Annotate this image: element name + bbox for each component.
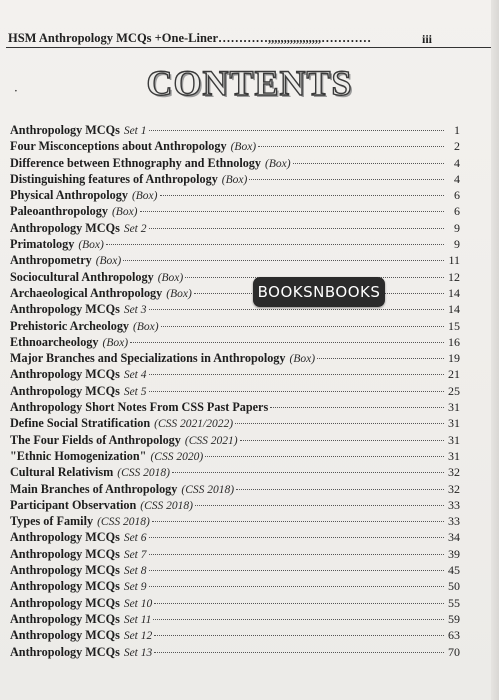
toc-entry-tag: Set 10: [123, 597, 153, 610]
toc-entry-tag: (Box): [157, 271, 184, 284]
toc-entry: [10, 448, 460, 464]
dot-leader: [149, 228, 445, 229]
toc-entry: [10, 187, 460, 203]
toc-entry-page: 50: [448, 579, 460, 594]
toc-entry: [10, 334, 460, 350]
dot-leader: [130, 342, 444, 343]
toc-entry-title: Anthropology MCQs: [10, 644, 120, 659]
dot-leader: [153, 619, 444, 620]
toc-entry-tag: (Box): [78, 239, 104, 252]
toc-entry-tag: (Box): [133, 320, 159, 333]
toc-entry-title: Physical Anthropology: [10, 188, 128, 203]
toc-entry-page: 31: [448, 416, 460, 431]
toc-entry: [10, 318, 460, 334]
toc-entry-title: Anthropology MCQs: [10, 123, 120, 137]
toc-entry-title: Anthropology MCQs: [10, 546, 120, 561]
dot-leader: [317, 358, 444, 359]
toc-entry-tag: Set 4: [123, 369, 147, 382]
toc-entry: [10, 546, 460, 562]
toc-entry-page: 15: [448, 318, 460, 333]
toc-entry: [10, 171, 460, 187]
toc-entry-page: 70: [448, 644, 460, 659]
toc-entry: [10, 481, 460, 497]
toc-entry-tag: (CSS 2018): [140, 499, 193, 512]
toc-entry: [10, 138, 460, 154]
watermark-badge: BOOKSNBOOKS: [253, 277, 385, 307]
toc-entry-page: 11: [448, 253, 460, 268]
toc-entry-page: 45: [448, 563, 460, 578]
toc-entry-tag: (CSS 2018): [181, 483, 235, 496]
toc-entry-title: Paleoanthropology: [10, 204, 108, 219]
dot-leader: [270, 407, 444, 408]
toc-entry: [10, 350, 460, 366]
toc-entry-page: 19: [448, 351, 460, 366]
header-page-number: iii: [421, 32, 432, 46]
toc-entry-title: Archaeological Anthropology: [10, 285, 163, 300]
dot-leader: [258, 146, 444, 147]
toc-entry: [10, 269, 460, 285]
dot-leader: [236, 489, 444, 490]
toc-entry: [10, 464, 460, 480]
dot-leader: [149, 554, 445, 555]
toc-entry-title: Cultural Relativism: [10, 465, 114, 480]
toc-entry: [10, 529, 460, 545]
toc-entry-title: Types of Family: [10, 514, 94, 529]
toc-entry-title: Anthropology MCQs: [10, 220, 120, 235]
toc-entry: [10, 203, 460, 219]
toc-entry: [10, 252, 460, 268]
toc-entry-title: Difference between Ethnography and Ethnology: [10, 155, 261, 170]
stray-mark: ·: [14, 84, 18, 98]
toc-entry-page: 4: [454, 171, 460, 186]
toc-entry-tag: Set 1: [123, 125, 147, 137]
toc-entry-title: Anthropology Short Notes From CSS Past Papers: [10, 400, 269, 415]
toc-entry-tag: (Box): [111, 206, 138, 219]
toc-entry-title: Define Social Stratification: [10, 416, 151, 431]
toc-entry-tag: (Box): [95, 255, 122, 268]
dot-leader: [149, 309, 445, 310]
toc-entry: [10, 595, 460, 611]
toc-entry-title: Primatology: [10, 237, 75, 252]
toc-entry-title: Four Misconceptions about Anthropology: [10, 139, 227, 154]
toc-entry-tag: Set 11: [123, 613, 152, 626]
table-of-contents: [10, 122, 460, 660]
toc-entry-page: 33: [448, 514, 460, 529]
toc-entry: [10, 497, 460, 513]
dot-leader: [172, 472, 444, 473]
toc-entry-tag: (CSS 2018): [117, 467, 170, 480]
toc-entry-title: Main Branches of Anthropology: [10, 481, 178, 496]
toc-entry-title: Anthropology MCQs: [10, 595, 120, 610]
toc-entry-tag: Set 13: [123, 646, 153, 659]
toc-entry-tag: (CSS 2020): [150, 450, 204, 463]
toc-entry-title: The Four Fields of Anthropology: [10, 432, 181, 447]
dot-leader: [160, 195, 445, 196]
toc-entry: [10, 220, 460, 236]
toc-entry: [10, 562, 460, 578]
toc-entry-title: Major Branches and Specializations in Anthropology: [10, 351, 286, 366]
dot-leader: [149, 391, 445, 392]
toc-entry-title: "Ethnic Homogenization": [10, 448, 147, 463]
toc-entry-tag: (Box): [264, 157, 291, 170]
dot-leader: [154, 652, 444, 653]
toc-entry: [10, 578, 460, 594]
toc-entry-page: 6: [454, 188, 460, 203]
toc-entry-page: 32: [448, 481, 460, 496]
toc-entry-tag: (Box): [230, 141, 257, 154]
toc-entry-tag: Set 8: [123, 565, 147, 578]
toc-entry-page: 32: [448, 465, 460, 480]
toc-entry-tag: (Box): [131, 190, 158, 203]
dot-leader: [293, 163, 444, 164]
toc-entry-tag: Set 9: [123, 581, 147, 594]
toc-entry-tag: Set 6: [123, 532, 147, 545]
toc-entry-title: Sociocultural Anthropology: [10, 269, 154, 284]
dot-leader: [149, 570, 445, 571]
toc-entry-page: 59: [448, 611, 460, 626]
toc-entry: [10, 399, 460, 415]
dot-leader: [149, 130, 445, 131]
toc-entry: [10, 513, 460, 529]
toc-entry-page: 14: [448, 285, 460, 300]
dot-leader: [140, 211, 444, 212]
toc-entry: [10, 366, 460, 382]
running-header: HSM Anthropology MCQs +One-Liner…………,,,,,,,,,,,,,,,,,…………: [8, 31, 372, 45]
toc-entry-title: Participant Observation: [10, 497, 137, 512]
toc-entry-title: Anthropology MCQs: [10, 383, 120, 398]
dot-leader: [149, 374, 445, 375]
toc-entry-title: Anthropometry: [10, 253, 92, 268]
toc-entry-page: 6: [454, 204, 460, 219]
toc-entry-page: 9: [454, 220, 460, 235]
dot-leader: [106, 244, 444, 245]
page-title: CONTENTS: [146, 63, 353, 103]
toc-entry-tag: (CSS 2021): [184, 434, 238, 447]
toc-entry-page: 31: [448, 400, 460, 415]
toc-entry: [10, 301, 460, 317]
toc-entry-title: Ethnoarcheology: [10, 334, 99, 349]
toc-entry-title: Anthropology MCQs: [10, 302, 120, 317]
toc-entry-page: 9: [454, 237, 460, 252]
toc-entry-tag: (Box): [102, 336, 129, 349]
toc-entry-tag: (CSS 2021/2022): [154, 418, 234, 431]
dot-leader: [154, 603, 444, 604]
toc-entry: [10, 415, 460, 431]
toc-entry: [10, 155, 460, 171]
page-edge: [491, 0, 499, 700]
toc-entry-page: 1: [454, 123, 460, 137]
toc-entry-tag: Set 5: [123, 385, 147, 398]
dot-leader: [205, 456, 444, 457]
toc-entry: [10, 644, 460, 660]
toc-entry-tag: Set 7: [123, 548, 147, 561]
toc-entry-page: 34: [448, 530, 460, 545]
toc-entry-title: Anthropology MCQs: [10, 611, 120, 626]
toc-entry: [10, 285, 460, 301]
toc-entry-page: 31: [448, 448, 460, 463]
header-rule: [6, 47, 491, 48]
toc-entry-tag: (CSS 2018): [97, 516, 150, 529]
dot-leader: [149, 586, 445, 587]
toc-entry-tag: (Box): [166, 287, 192, 300]
dot-leader: [235, 423, 444, 424]
toc-entry-tag: Set 2: [123, 222, 147, 235]
toc-entry-tag: (Box): [221, 173, 248, 186]
dot-leader: [161, 326, 444, 327]
dot-leader: [240, 440, 444, 441]
toc-entry-page: 31: [448, 432, 460, 447]
toc-entry-title: Prehistoric Archeology: [10, 318, 130, 333]
toc-entry-title: Anthropology MCQs: [10, 367, 120, 382]
dot-leader: [123, 260, 444, 261]
toc-entry-title: Anthropology MCQs: [10, 628, 120, 643]
toc-entry-page: 21: [448, 367, 460, 382]
toc-entry-page: 39: [448, 546, 460, 561]
toc-entry-tag: Set 3: [123, 304, 147, 317]
toc-entry: [10, 383, 460, 399]
toc-entry-page: 55: [448, 595, 460, 610]
toc-entry-page: 4: [454, 155, 460, 170]
toc-entry-page: 25: [448, 383, 460, 398]
dot-leader: [195, 505, 444, 506]
toc-entry-tag: (Box): [289, 353, 316, 366]
toc-entry-page: 2: [454, 139, 460, 154]
toc-entry-tag: Set 12: [123, 630, 153, 643]
dot-leader: [154, 635, 444, 636]
toc-entry: [10, 236, 460, 252]
dot-leader: [149, 537, 445, 538]
toc-entry-page: 14: [448, 302, 460, 317]
toc-entry-title: Anthropology MCQs: [10, 530, 120, 545]
dot-leader: [249, 179, 444, 180]
toc-entry-page: 33: [448, 497, 460, 512]
toc-entry-page: 16: [448, 334, 460, 349]
toc-entry: [10, 611, 460, 627]
toc-entry-page: 63: [448, 628, 460, 643]
dot-leader: [152, 521, 444, 522]
toc-entry-title: Anthropology MCQs: [10, 579, 120, 594]
toc-entry-title: Anthropology MCQs: [10, 563, 120, 578]
toc-entry: [10, 627, 460, 643]
toc-entry: [10, 432, 460, 448]
toc-entry: [10, 122, 460, 138]
toc-entry-title: Distinguishing features of Anthropology: [10, 171, 218, 186]
toc-entry-page: 12: [448, 269, 460, 284]
